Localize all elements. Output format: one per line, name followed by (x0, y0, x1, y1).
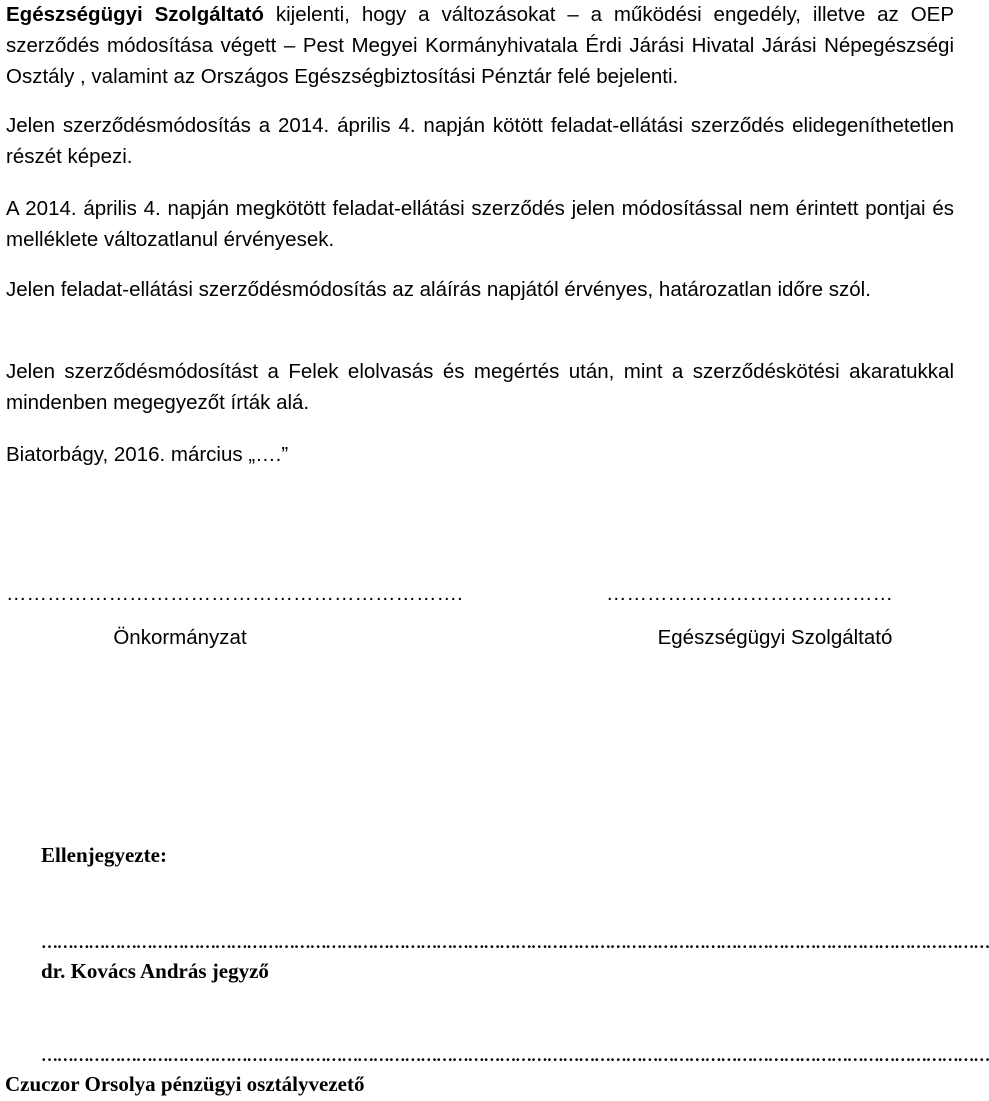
signature-label-right: Egészségügyi Szolgáltató (657, 626, 893, 649)
signature-label-left: Önkormányzat (113, 626, 247, 649)
countersign-dots-2: ……………………………………………………………………………………………………………………………………………………………… (41, 1046, 989, 1065)
countersigner-name-2: Czuczor Orsolya pénzügyi osztályvezető (5, 1072, 365, 1096)
paragraph-inseparable-part: Jelen szerződésmódosítás a 2014. április 4. napján kötött feladat-ellátási szerződés elidegeníthetetlen részét képezi. (6, 114, 954, 168)
paragraph-validity: Jelen feladat-ellátási szerződésmódosítás az aláírás napjától érvényes, határozatlan időre szól. (6, 278, 871, 301)
paragraph-provider-notice-text: kijelenti, hogy a változásokat – a működési engedély, illetve az OEP szerződés módosítása végett – Pest Megyei Kormányhivatala Érdi Járási Hivatal Járási Népegészségi Osztály , valamint az Országos Egészségbiztosítási Pénztár felé bejelenti. (6, 3, 954, 88)
paragraph-unaffected-points: A 2014. április 4. napján megkötött feladat-ellátási szerződés jelen módosítással nem érintett pontjai és melléklete változatlanul érvényesek. (6, 197, 954, 251)
provider-name-bold: Egészségügyi Szolgáltató (6, 3, 264, 26)
countersign-heading: Ellenjegyezte: (41, 843, 167, 867)
countersigner-name-1: dr. Kovács András jegyző (41, 959, 269, 983)
countersign-dots-1: ……………………………………………………………………………………………………………………………………………………………… (41, 933, 989, 952)
signature-dots-left: …………………………………………………………. (6, 582, 463, 605)
signature-line-right (606, 582, 893, 606)
signature-line-left (6, 582, 463, 606)
paragraph-signing-statement: Jelen szerződésmódosítást a Felek elolvasás és megértés után, mint a szerződéskötési akaratukkal mindenben megegyezőt írták alá. (6, 360, 954, 414)
paragraph-provider-notice (6, 0, 954, 92)
place-and-date: Biatorbágy, 2016. március „….” (6, 443, 289, 466)
signature-dots-right: …………………………………… (606, 582, 893, 605)
